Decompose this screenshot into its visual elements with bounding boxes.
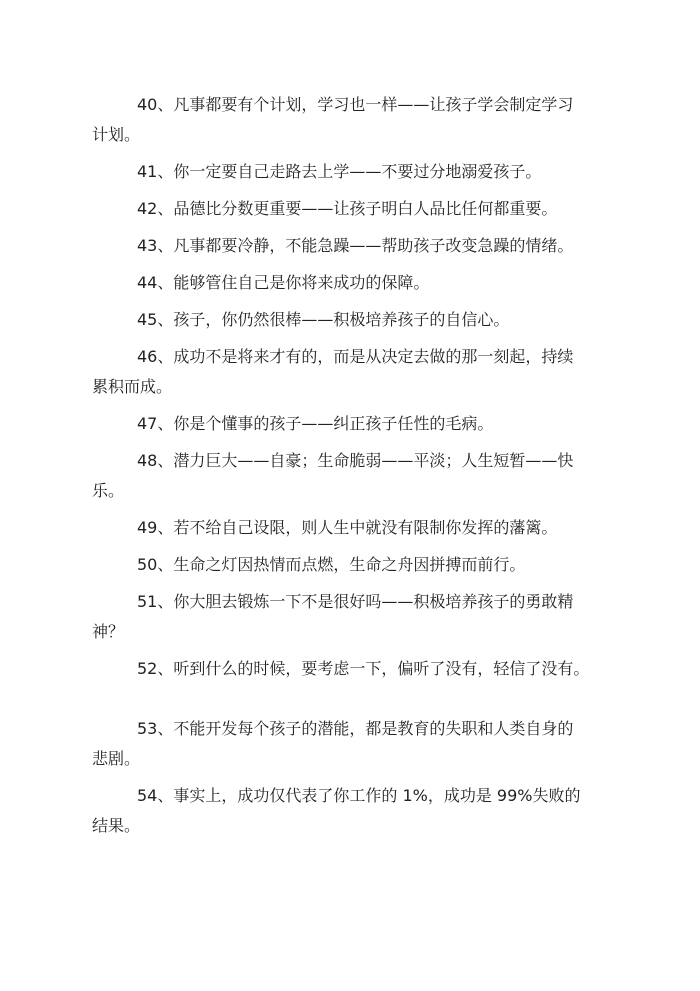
item-number: 49、 [137,518,174,537]
item-number: 52、 [137,659,174,678]
list-item [137,305,597,335]
list-item [137,550,597,580]
item-number: 43、 [137,236,174,255]
item-text-continued: 结果。 [92,816,141,835]
item-text-continued: 神？ [92,622,125,641]
item-text: 你一定要自己走路去上学——不要过分地溺爱孩子。 [173,162,542,181]
item-text: 你大胆去锻炼一下不是很好吗——积极培养孩子的勇敢精 [173,592,574,611]
list-item [92,714,597,774]
list-item [92,446,597,506]
item-number: 51、 [137,592,174,611]
list-item [92,90,597,150]
item-number: 47、 [137,414,174,433]
list-item [137,654,597,684]
list-item [137,194,597,224]
item-text: 若不给自己设限，则人生中就没有限制你发挥的藩篱。 [173,518,558,537]
item-number: 42、 [137,199,174,218]
item-text-continued: 悲剧。 [92,749,141,768]
quote-list [92,90,597,848]
item-number: 44、 [137,273,174,292]
list-item [137,268,597,298]
item-text: 潜力巨大——自豪；生命脆弱——平淡；人生短暂——快 [173,451,574,470]
item-text-continued: 乐。 [92,481,125,500]
item-text: 品德比分数更重要——让孩子明白人品比任何都重要。 [173,199,558,218]
item-text-continued: 计划。 [92,125,141,144]
item-number: 50、 [137,555,174,574]
list-item [92,781,597,841]
item-number: 41、 [137,162,174,181]
item-number: 53、 [137,719,174,738]
list-item [92,342,597,402]
item-text: 成功不是将来才有的，而是从决定去做的那一刻起，持续 [173,347,574,366]
item-text: 不能开发每个孩子的潜能，都是教育的失职和人类自身的 [173,719,574,738]
list-item [92,587,597,647]
item-text: 能够管住自己是你将来成功的保障。 [173,273,430,292]
item-text: 孩子，你仍然很棒——积极培养孩子的自信心。 [173,310,510,329]
item-text-continued: 累积而成。 [92,377,173,396]
item-text: 事实上，成功仅代表了你工作的 1%，成功是 99%失败的 [173,786,581,805]
item-number: 45、 [137,310,174,329]
item-text: 听到什么的时候，要考虑一下，偏听了没有，轻信了没有。 [173,659,590,678]
item-number: 46、 [137,347,174,366]
list-item [137,409,597,439]
item-text: 生命之灯因热情而点燃，生命之舟因拼搏而前行。 [173,555,526,574]
item-number: 48、 [137,451,174,470]
item-number: 40、 [137,95,174,114]
item-text: 你是个懂事的孩子——纠正孩子任性的毛病。 [173,414,494,433]
item-number: 54、 [137,786,174,805]
item-text: 凡事都要冷静，不能急躁——帮助孩子改变急躁的情绪。 [173,236,574,255]
list-item [137,157,597,187]
list-item [137,231,597,261]
item-text: 凡事都要有个计划，学习也一样——让孩子学会制定学习 [173,95,574,114]
list-item [137,513,597,543]
